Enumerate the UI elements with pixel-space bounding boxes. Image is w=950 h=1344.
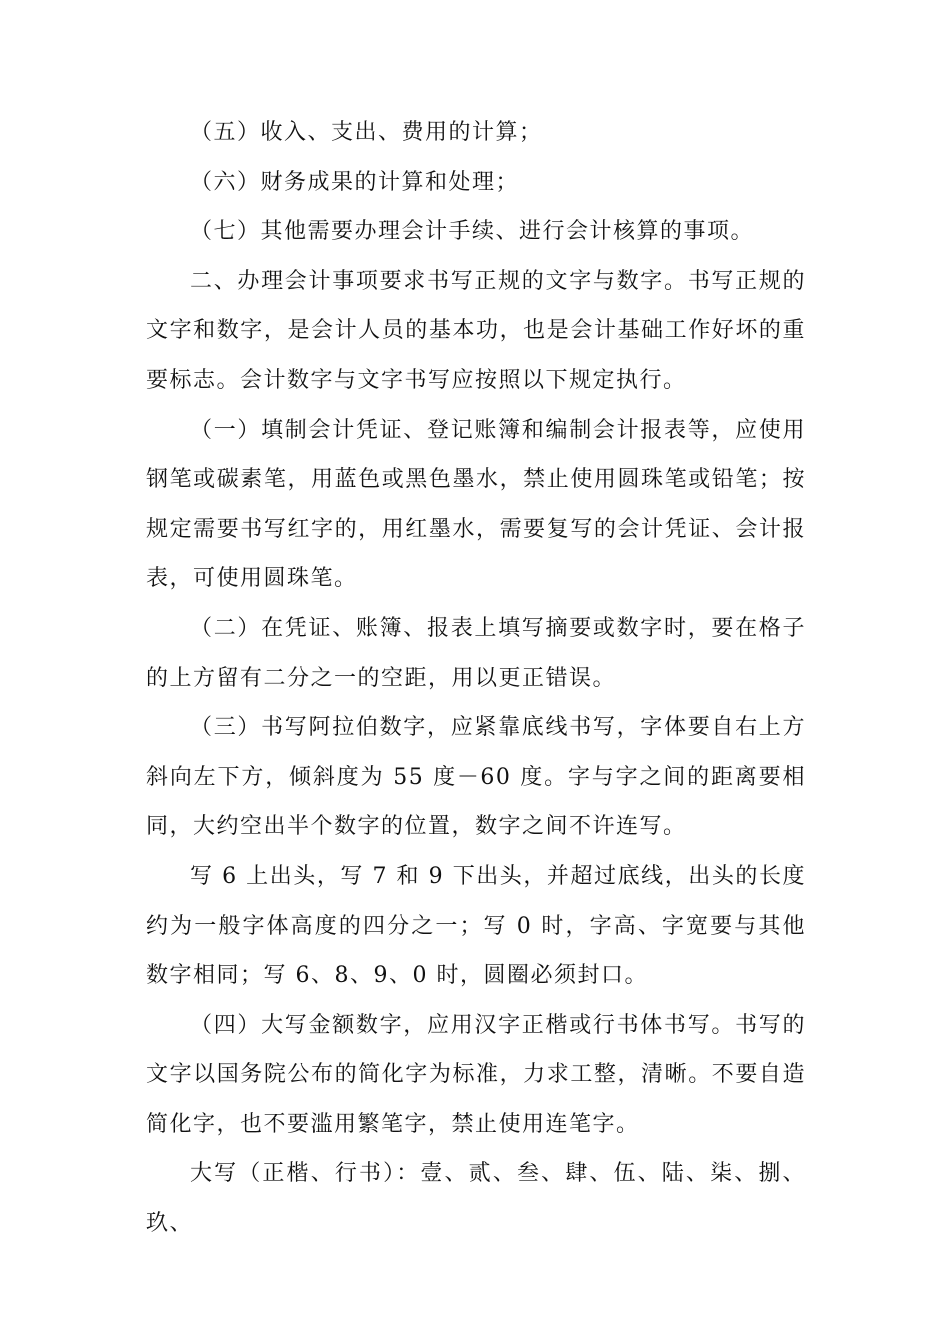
paragraph-rule-3: （三）书写阿拉伯数字，应紧靠底线书写，字体要自右上方斜向左下方，倾斜度为 55 度－60 度。字与字之间的距离要相同，大约空出半个数字的位置，数字之间不许连写。: [146, 715, 806, 840]
paragraph-item-5: （五）收入、支出、费用的计算；: [190, 120, 543, 145]
document-body: [146, 108, 806, 1249]
paragraph-item-6: （六）财务成果的计算和处理；: [190, 169, 520, 195]
paragraph-digit-writing: 写 6 上出头，写 7 和 9 下出头，并超过底线，出头的长度约为一般字体高度的四分之一；写 0 时，字高、字宽要与其他数字相同；写 6、8、9、0 时，圆圈必须封口。: [146, 863, 806, 989]
paragraph-rule-2: （二）在凭证、账簿、报表上填写摘要或数字时，要在格子的上方留有二分之一的空距，用以更正错误。: [146, 615, 806, 691]
paragraph-uppercase-numerals: 大写（正楷、行书）：壹、贰、叁、肆、伍、陆、柒、捌、玖、: [146, 1161, 806, 1237]
paragraph-item-7: （七）其他需要办理会计手续、进行会计核算的事项。: [190, 219, 755, 245]
paragraph-rule-4: （四）大写金额数字，应用汉字正楷或行书体书写。书写的文字以国务院公布的简化字为标准，力求工整，清晰。不要自造简化字，也不要滥用繁笔字，禁止使用连笔字。: [146, 1012, 806, 1137]
paragraph-rule-1: （一）填制会计凭证、登记账簿和编制会计报表等，应使用钢笔或碳素笔，用蓝色或黑色墨水，禁止使用圆珠笔或铅笔；按规定需要书写红字的，用红墨水，需要复写的会计凭证、会计报表，可使用圆珠笔。: [146, 417, 806, 592]
paragraph-section-2: 二、办理会计事项要求书写正规的文字与数字。书写正规的文字和数字，是会计人员的基本功，也是会计基础工作好坏的重要标志。会计数字与文字书写应按照以下规定执行。: [146, 268, 806, 393]
